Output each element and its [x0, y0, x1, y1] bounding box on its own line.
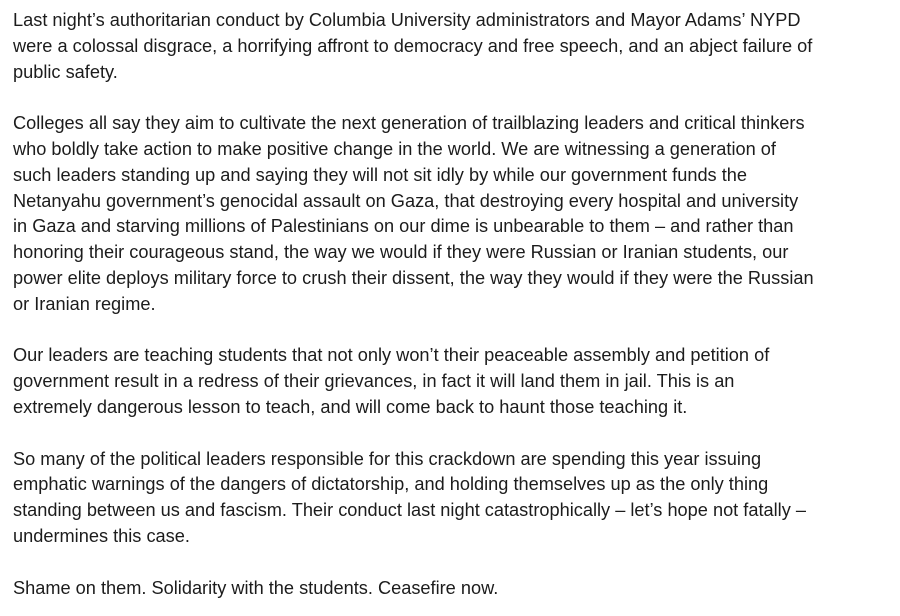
text-line: Our leaders are teaching students that not only won’t their peaceable assembly and petition of — [13, 345, 770, 366]
text-line: in Gaza and starving millions of Palestinians on our dime is unbearable to them – and rather than — [13, 216, 794, 237]
text-line: undermines this case. — [13, 525, 190, 546]
text-line: such leaders standing up and saying they will not sit idly by while our government funds the — [13, 164, 747, 185]
text-line: extremely dangerous lesson to teach, and will come back to haunt those teaching it. — [13, 396, 688, 417]
paragraph-5 — [13, 576, 893, 602]
text-line: Colleges all say they aim to cultivate the next generation of trailblazing leaders and critical thinkers — [13, 113, 805, 134]
text-line: public safety. — [13, 61, 118, 82]
text-line: were a colossal disgrace, a horrifying affront to democracy and free speech, and an abject failure of — [13, 35, 813, 56]
text-line: power elite deploys military force to crush their dissent, the way they would if they were the Russian — [13, 267, 814, 288]
text-line: Netanyahu government’s genocidal assault on Gaza, that destroying every hospital and university — [13, 190, 799, 211]
paragraph-2 — [13, 111, 893, 317]
text-line: emphatic warnings of the dangers of dictatorship, and holding themselves up as the only thing — [13, 474, 769, 495]
text-line: who boldly take action to make positive change in the world. We are witnessing a generation of — [13, 138, 776, 159]
text-line: So many of the political leaders responsible for this crackdown are spending this year issuing — [13, 448, 762, 469]
text-line: standing between us and fascism. Their conduct last night catastrophically – let’s hope not fatally – — [13, 500, 806, 521]
text-line: Last night’s authoritarian conduct by Columbia University administrators and Mayor Adams’ NYPD — [13, 10, 801, 30]
post-body — [13, 8, 893, 601]
paragraph-4 — [13, 447, 893, 550]
text-line: government result in a redress of their grievances, in fact it will land them in jail. This is an — [13, 371, 735, 392]
paragraph-3 — [13, 343, 893, 420]
paragraph-1 — [13, 8, 893, 85]
text-line: honoring their courageous stand, the way we would if they were Russian or Iranian students, our — [13, 242, 789, 263]
text-line: or Iranian regime. — [13, 293, 156, 314]
text-line: Shame on them. Solidarity with the students. Ceasefire now. — [13, 577, 499, 598]
